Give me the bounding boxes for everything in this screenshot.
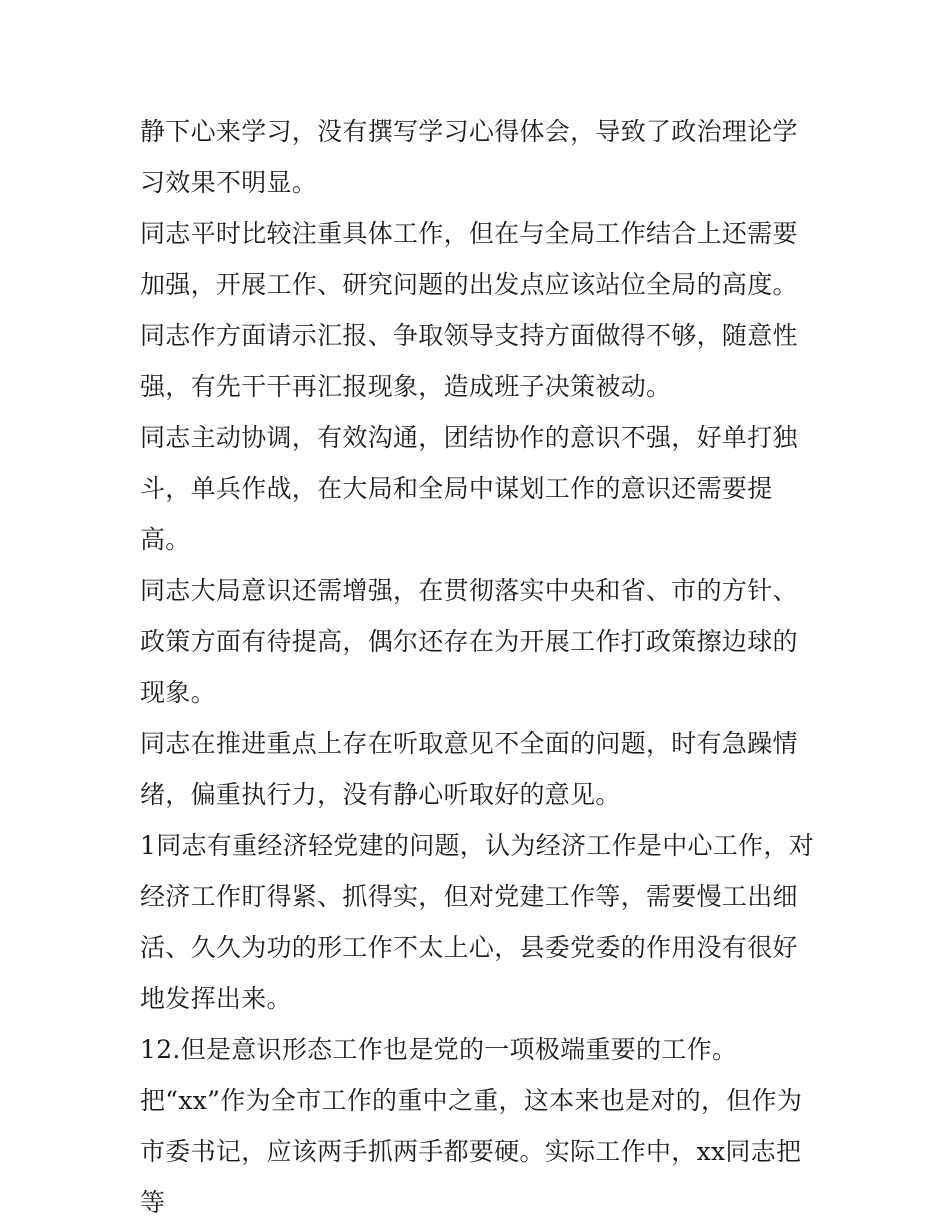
paragraph-3: 同志作方面请示汇报、争取领导支持方面做得不够，随意性强，有先干干再汇报现象，造成班子决策被动。 [140,321,798,401]
paragraph-2: 同志平时比较注重具体工作，但在与全局工作结合上还需要加强，开展工作、研究问题的出发点应该站位全局的高度。 [140,219,798,299]
paragraph-5: 同志大局意识还需增强，在贯彻落实中央和省、市的方针、政策方面有待提高，偶尔还存在为开展工作打政策擦边球的现象。 [140,576,798,707]
paragraph-8: 12.但是意识形态工作也是党的一项极端重要的工作。把“xx”作为全市工作的重中之重，这本来也是对的，但作为市委书记，应该两手抓两手都要硬。实际工作中，xx同志把等 [140,1035,803,1217]
document-body [140,106,820,1228]
paragraph-4: 同志主动协调，有效沟通，团结协作的意识不强，好单打独斗，单兵作战，在大局和全局中谋划工作的意识还需要提高。 [140,423,798,554]
paragraph-7: 1同志有重经济轻党建的问题，认为经济工作是中心工作，对经济工作盯得紧、抓得实，但对党建工作等，需要慢工出细活、久久为功的形工作不太上心，县委党委的作用没有很好地发挥出来。 [140,831,815,1013]
paragraph-6: 同志在推进重点上存在听取意见不全面的问题，时有急躁情绪，偏重执行力，没有静心听取好的意见。 [140,729,798,809]
paragraph-1: 静下心来学习，没有撰写学习心得体会，导致了政治理论学习效果不明显。 [140,117,798,197]
